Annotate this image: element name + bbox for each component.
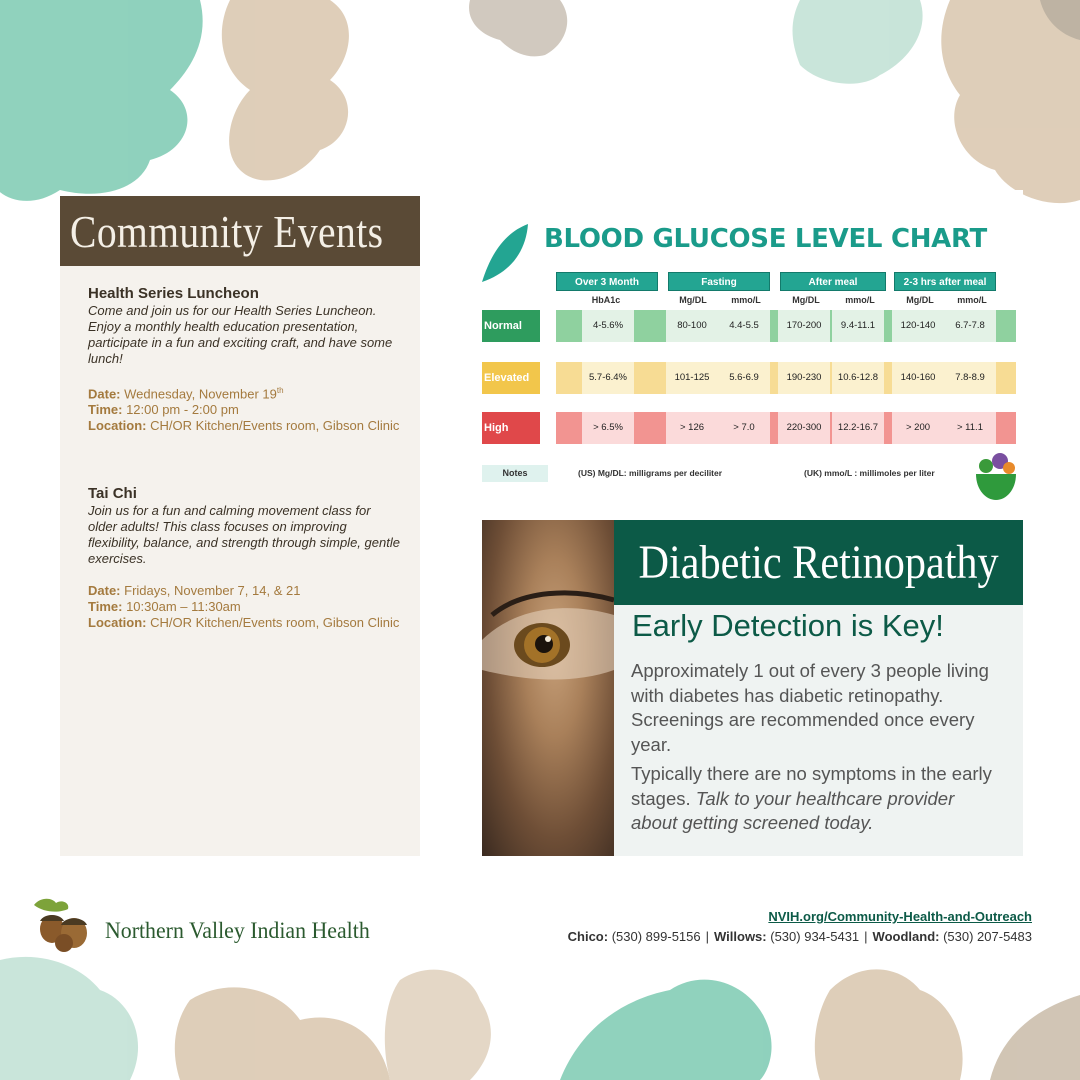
healthy-bowl-icon: [974, 452, 1018, 504]
glucose-cell: 10.6-12.8: [832, 362, 884, 394]
event-description: Come and join us for our Health Series Luncheon. Enjoy a monthly health education presentation, participate in a fun and exciting craft, and have some lunch!: [88, 303, 393, 366]
organization-name: Northern Valley Indian Health: [105, 918, 370, 943]
phone-number: (530) 899-5156: [611, 929, 701, 944]
events-title: Community Events: [70, 205, 384, 257]
glucose-cell: 190-230: [778, 362, 830, 394]
event-name: Tai Chi: [88, 485, 137, 502]
diabetic-retinopathy-panel: [482, 520, 1023, 856]
glucose-unit-header: mmo/L: [845, 295, 875, 305]
glucose-cell: > 200: [892, 412, 944, 444]
retinopathy-subtitle: Early Detection is Key!: [632, 608, 944, 643]
event-location: CH/OR Kitchen/Events room, Gibson Clinic: [150, 418, 400, 434]
acorn-logo-icon: [30, 895, 100, 953]
glucose-group-header: Fasting: [668, 272, 770, 291]
event-item: [88, 485, 402, 631]
retinopathy-banner: [614, 520, 1023, 605]
glucose-chart-title: BLOOD GLUCOSE LEVEL CHART: [544, 224, 987, 254]
event-time: 12:00 pm - 2:00 pm: [126, 402, 239, 418]
time-label: Time:: [88, 402, 123, 418]
glucose-group-header: After meal: [780, 272, 886, 291]
glucose-cell: 9.4-11.1: [832, 310, 884, 342]
event-date: Fridays, November 7, 14, & 21: [124, 583, 301, 598]
retinopathy-paragraph: [631, 762, 1001, 836]
city-label: Chico:: [567, 929, 609, 944]
city-label: Willows:: [714, 929, 767, 944]
eye-photo: [482, 520, 614, 856]
glucose-note-us: (US) Mg/DL: milligrams per deciliter: [578, 468, 723, 478]
phone-number: (530) 207-5483: [943, 929, 1032, 944]
retinopathy-call-to-action: Talk to your healthcare provider about getting screened today.: [631, 787, 955, 833]
event-date: Wednesday, November 19: [124, 386, 277, 402]
glucose-unit-header: Mg/DL: [906, 295, 934, 305]
event-location: CH/OR Kitchen/Events room, Gibson Clinic: [150, 615, 400, 630]
glucose-unit-header: Mg/DL: [679, 295, 707, 305]
glucose-cell: 4-5.6%: [582, 310, 634, 342]
leaf-icon: [482, 220, 532, 290]
location-label: Location:: [88, 615, 147, 630]
glucose-row-label: Normal: [482, 310, 540, 342]
glucose-cell: 101-125: [666, 362, 718, 394]
glucose-cell: 7.8-8.9: [944, 362, 996, 394]
contact-phones: [568, 929, 1032, 944]
glucose-cell: 4.4-5.5: [718, 310, 770, 342]
event-details: [88, 383, 402, 434]
event-name: Health Series Luncheon: [88, 285, 259, 302]
glucose-cell: > 7.0: [718, 412, 770, 444]
glucose-unit-header: mmo/L: [957, 295, 987, 305]
glucose-cell: 6.7-7.8: [944, 310, 996, 342]
glucose-note-uk: (UK) mmo/L : millimoles per liter: [804, 468, 935, 478]
glucose-group-header: 2-3 hrs after meal: [894, 272, 996, 291]
glucose-unit-header: HbA1c: [591, 295, 621, 305]
date-label: Date:: [88, 386, 121, 402]
separator: |: [864, 929, 868, 944]
event-time: 10:30am – 11:30am: [126, 599, 241, 614]
retinopathy-text: Typically there are no symptoms in the early stages.: [631, 763, 992, 809]
website-link[interactable]: NVIH.org/Community-Health-and-Outreach: [768, 909, 1032, 924]
glucose-unit-header: mmo/L: [731, 295, 761, 305]
separator: |: [705, 929, 710, 944]
date-suffix: th: [276, 386, 284, 395]
blood-glucose-chart: [482, 190, 1023, 512]
location-label: Location:: [88, 418, 147, 434]
retinopathy-title: Diabetic Retinopathy: [638, 536, 999, 589]
phone-number: (530) 934-5431: [770, 929, 860, 944]
glucose-cell: > 126: [666, 412, 718, 444]
glucose-cell: > 6.5%: [582, 412, 634, 444]
glucose-cell: 140-160: [892, 362, 944, 394]
retinopathy-paragraph: Approximately 1 out of every 3 people living with diabetes has diabetic retinopathy. Screenings are recommended once every year.: [631, 660, 989, 755]
time-label: Time:: [88, 599, 123, 614]
event-item: [88, 285, 402, 434]
glucose-cell: 5.6-6.9: [718, 362, 770, 394]
events-header: [60, 196, 420, 266]
glucose-group-header: Over 3 Month: [556, 272, 658, 291]
glucose-cell: 120-140: [892, 310, 944, 342]
date-label: Date:: [88, 583, 121, 598]
glucose-cell: 220-300: [778, 412, 830, 444]
community-events-panel: [60, 196, 420, 856]
glucose-row-label: High: [482, 412, 540, 444]
glucose-cell: 5.7-6.4%: [582, 362, 634, 394]
glucose-cell: > 11.1: [944, 412, 996, 444]
glucose-notes-label: Notes: [482, 465, 548, 482]
city-label: Woodland:: [872, 929, 940, 944]
glucose-cell: 12.2-16.7: [832, 412, 884, 444]
glucose-row-label: Elevated: [482, 362, 540, 394]
glucose-cell: 80-100: [666, 310, 718, 342]
glucose-unit-header: Mg/DL: [792, 295, 820, 305]
event-details: [88, 583, 402, 631]
event-description: Join us for a fun and calming movement class for older adults! This class focuses on improving flexibility, balance, and strength through simple, gentle exercises.: [88, 503, 400, 566]
glucose-cell: 170-200: [778, 310, 830, 342]
